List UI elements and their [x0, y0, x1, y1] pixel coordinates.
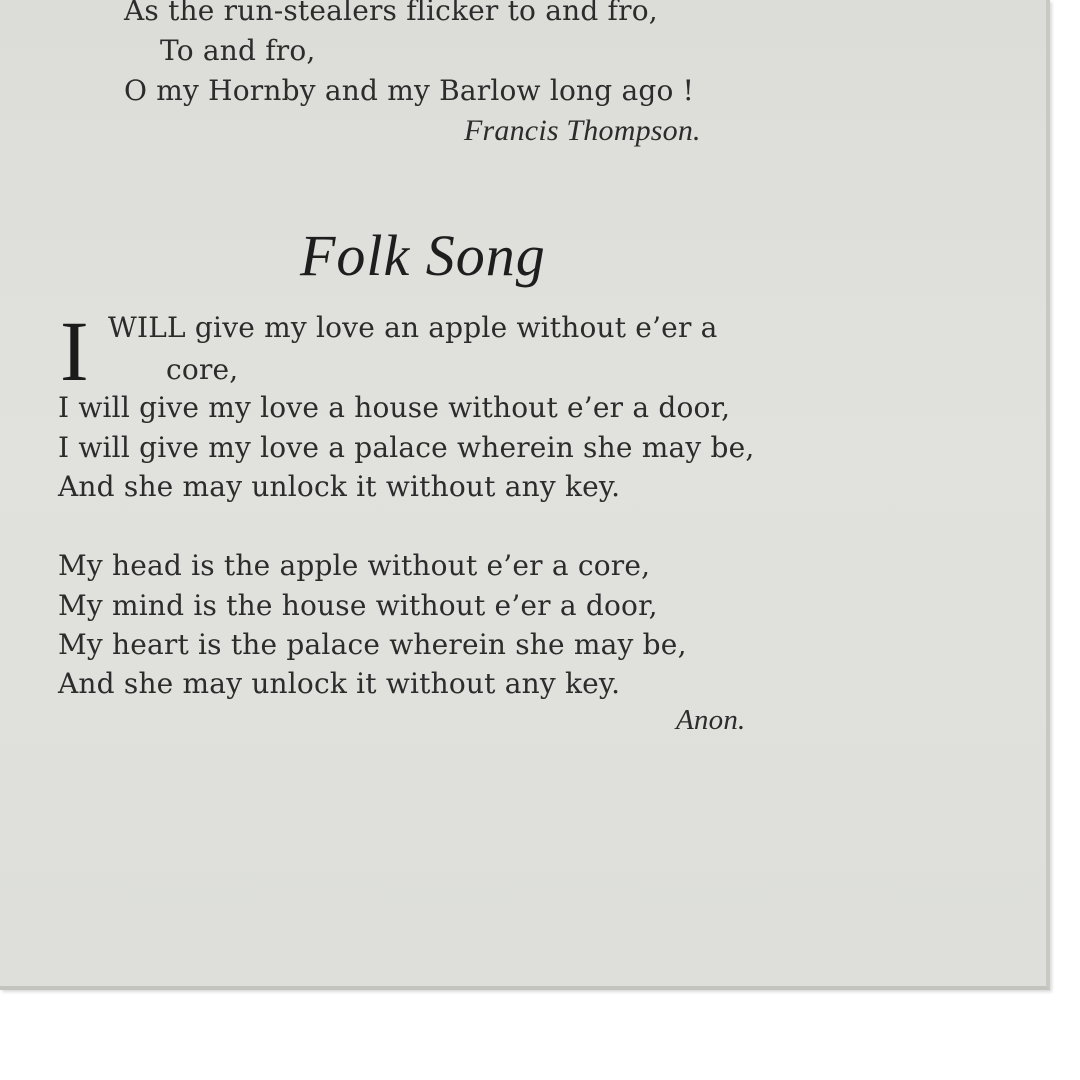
- stanza2-line2: My mind is the house without e’er a door,: [58, 589, 658, 622]
- stanza2-line3: My heart is the palace wherein she may be,: [58, 628, 687, 661]
- previous-poem-line-2: To and fro,: [160, 34, 316, 67]
- stanza2-line1: My head is the apple without e’er a core,: [58, 549, 651, 582]
- previous-poem-line-1: As the run-stealers flicker to and fro,: [124, 0, 658, 27]
- previous-poem-attribution: Francis Thompson.: [464, 114, 701, 147]
- poem-title: Folk Song: [300, 223, 546, 288]
- drop-cap: I: [60, 303, 89, 399]
- stanza1-line3: I will give my love a palace wherein she may be,: [58, 431, 755, 464]
- stanza2-line4: And she may unlock it without any key.: [58, 667, 621, 700]
- poem-attribution: Anon.: [676, 704, 746, 736]
- stanza1-line4: And she may unlock it without any key.: [58, 470, 621, 503]
- previous-poem-line-3: O my Hornby and my Barlow long ago !: [124, 74, 695, 107]
- stanza1-line2: I will give my love a house without e’er a door,: [58, 391, 731, 424]
- stanza1-line1-continuation: core,: [166, 353, 239, 386]
- stanza1-line1: WILL give my love an apple without e’er a: [108, 311, 718, 344]
